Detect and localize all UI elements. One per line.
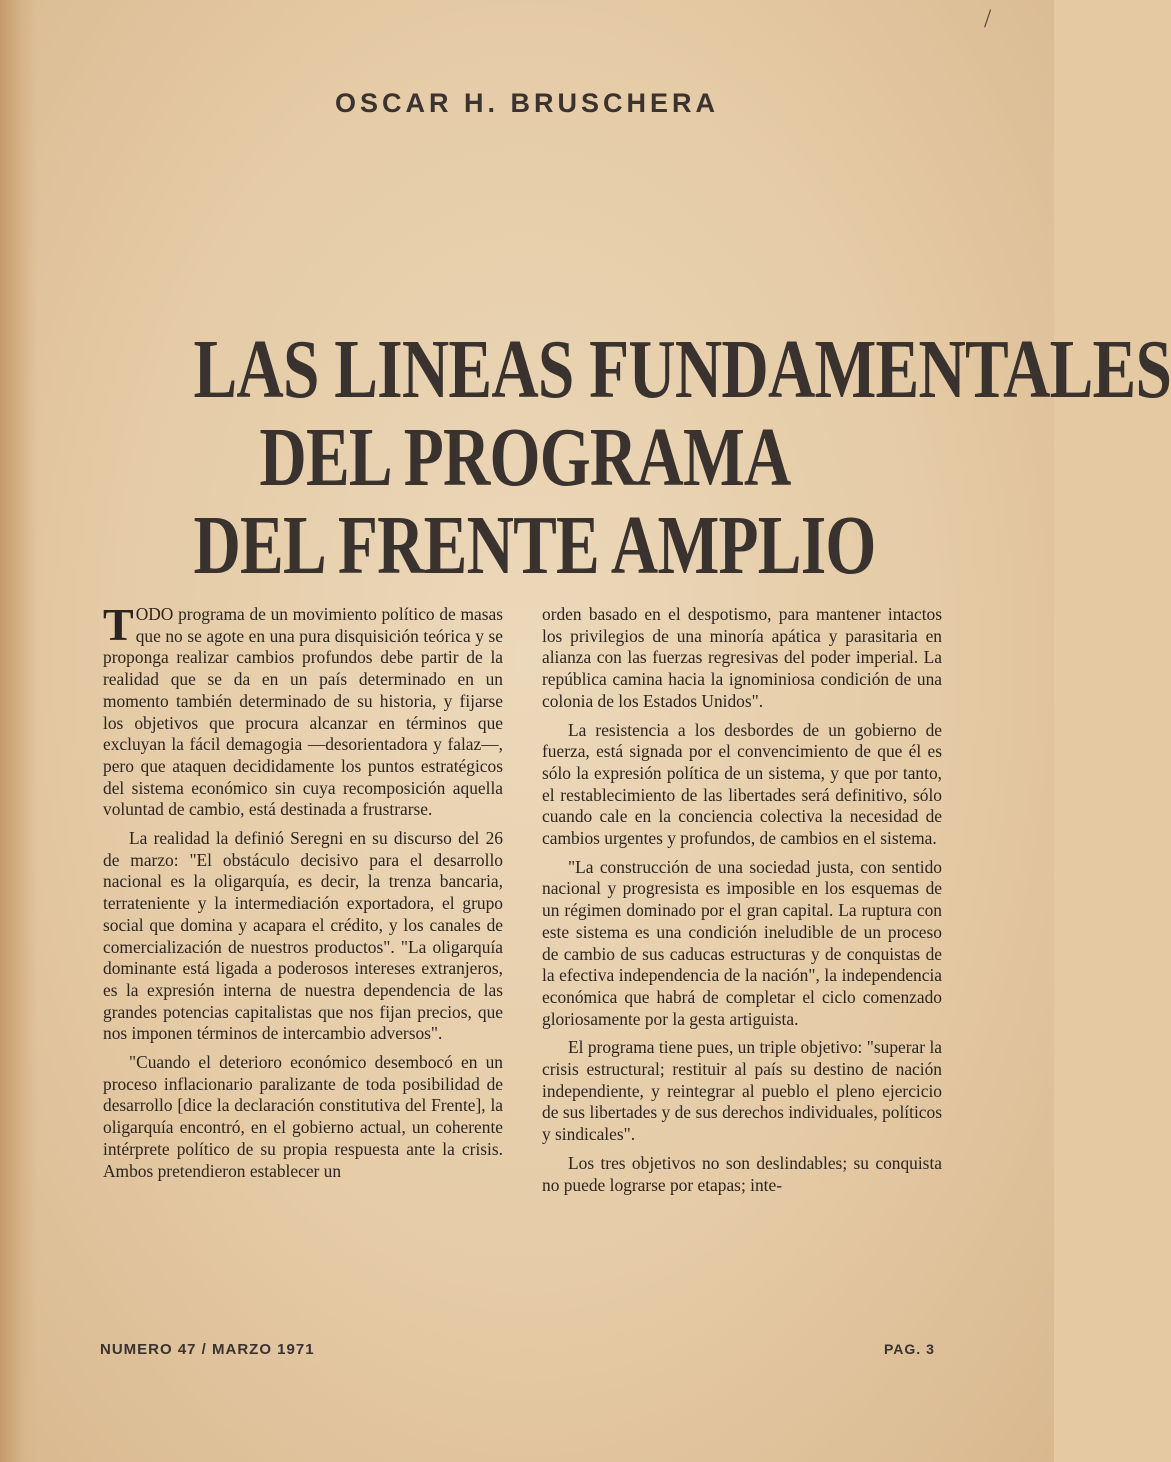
page-binding-edge xyxy=(0,0,38,1462)
headline-line-1: LAS LINEAS FUNDAMENTALES xyxy=(193,323,1171,416)
corner-mark: / xyxy=(984,4,992,33)
headline-line-2: DEL PROGRAMA xyxy=(259,411,791,504)
issue-footer: NUMERO 47 / MARZO 1971 xyxy=(100,1341,315,1358)
article-column-left xyxy=(103,599,503,1189)
paragraph: La resistencia a los desbordes de un gobierno de fuerza, está signada por el convencimiento de que él es sólo la expresión política de un sistema, y que por tanto, el restablecimiento de las libertades será definitivo, sólo cuando cale en la conciencia colectiva la necesidad de cambios urgentes y profundos, de cambios en el sistema. xyxy=(542,719,942,849)
headline xyxy=(100,323,1171,592)
paragraph: orden basado en el despotismo, para mantener intactos los privilegios de una minoría apática y parasitaria en alianza con las fuerzas regresivas del poder imperial. La república camina hacia la ignominiosa condición de una colonia de los Estados Unidos". xyxy=(542,604,942,711)
paragraph: La realidad la definió Seregni en su discurso del 26 de marzo: "El obstáculo decisivo para el desarrollo nacional es la oligarquía, es decir, la trenza bancaria, terrateniente y la intermediación exportadora, el grupo social que domina y acapara el crédito, y los canales de comercialización de nuestros productos". "La oligarquía dominante está ligada a poderosos intereses extranjeros, es la expresión interna de nuestra dependencia de las grandes potencias capitalistas que nos fijan precios, que nos imponen términos de intercambio adversos". xyxy=(103,828,503,1044)
paragraph: "Cuando el deterioro económico desembocó en un proceso inflacionario paralizante de toda posibilidad de desarrollo [dice la declaración constitutiva del Frente], la oligarquía encontró, en el gobierno actual, un coherente intérprete político de su propia respuesta ante la crisis. Ambos pretendieron establecer un xyxy=(103,1052,503,1181)
drop-cap: T xyxy=(103,599,134,650)
paragraph: "La construcción de una sociedad justa, con sentido nacional y progresista es imposible en los esquemas de un régimen dominado por el gran capital. La ruptura con este sistema es una condición ineludible de un proceso de cambio de sus caducas estructuras y de conquistas de la efectiva independencia de la nación", la independencia económica que habrá de completar el ciclo comenzado gloriosamente por la gesta artiguista. xyxy=(542,856,942,1029)
page-number: PAG. 3 xyxy=(884,1341,935,1357)
paragraph: Los tres objetivos no son deslindables; su conquista no puede lograrse por etapas; inte- xyxy=(542,1152,942,1195)
author-name: OSCAR H. BRUSCHERA xyxy=(334,88,720,118)
article-column-right xyxy=(542,604,942,1203)
paragraph: El programa tiene pues, un triple objetivo: "superar la crisis estructural; restituir al país su destino de nación independiente, y reintegrar al pueblo el pleno ejercicio de sus libertades y de sus derechos individuales, políticos y sindicales". xyxy=(542,1037,942,1145)
headline-line-3: DEL FRENTE AMPLIO xyxy=(193,499,876,592)
paragraph xyxy=(103,599,503,821)
paragraph-text: ODO programa de un movimiento político de masas que no se agote en una pura disquisición teórica y se proponga realizar cambios profundos debe partir de la realidad que se da en un país determinado en un momento también determinado de su historia, y fijarse los objetivos que procura alcanzar en términos que excluyan la fácil demagogia —desorientadora y falaz—, pero que ataquen decididamente los puntos estratégicos del sistema económico sin cuya recomposición aquella voluntad de cambio, está destinada a frustrarse. xyxy=(103,604,503,820)
